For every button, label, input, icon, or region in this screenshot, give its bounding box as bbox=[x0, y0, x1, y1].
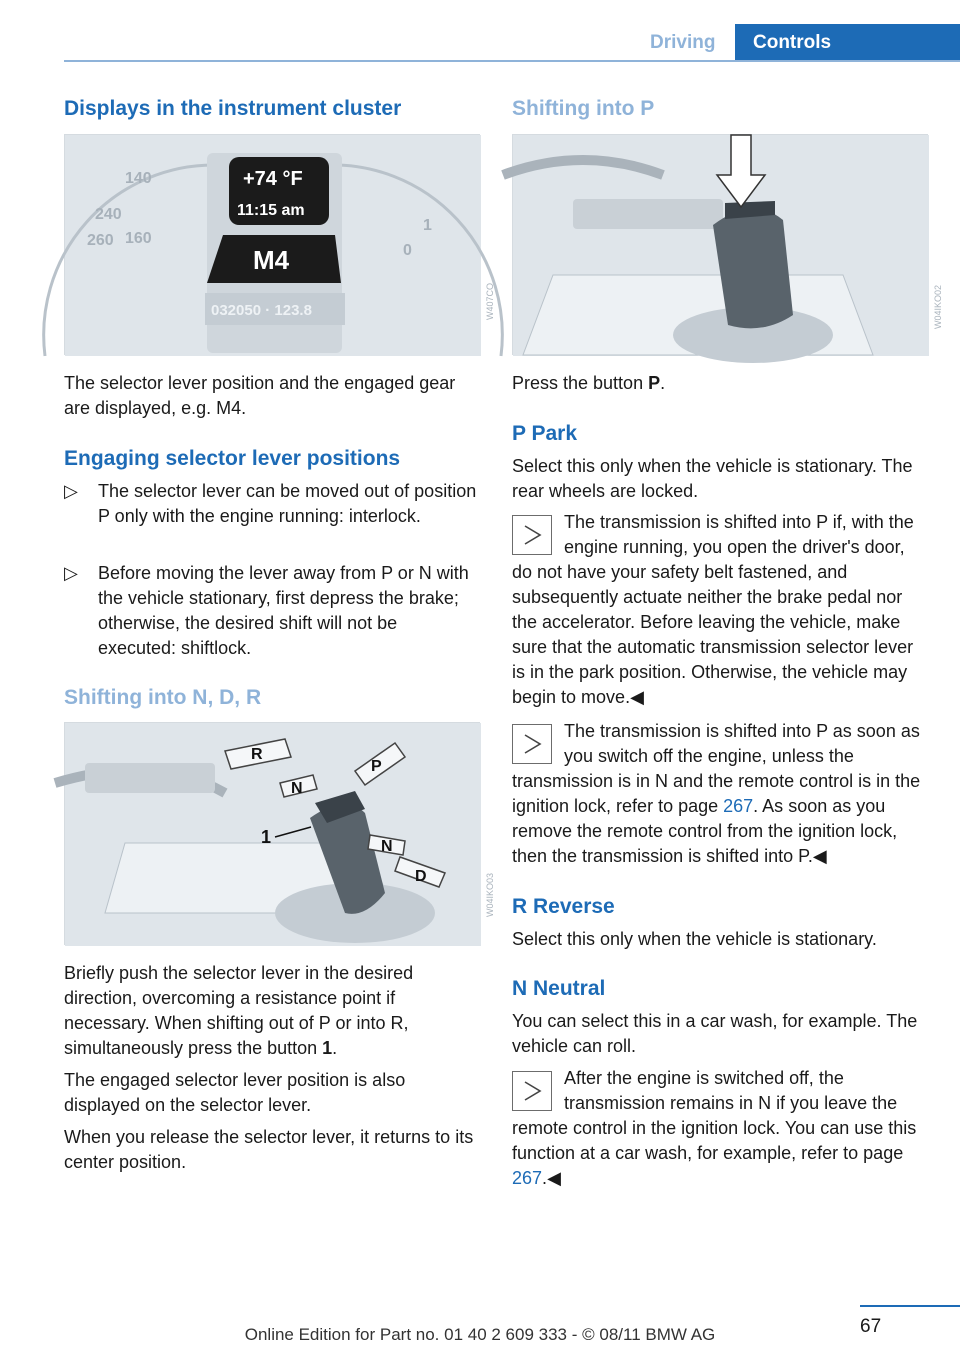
image-code: W04IKO03 bbox=[485, 873, 495, 918]
note-park-auto: The transmission is shifted into P if, with the engine running, you open the driver's door, do not have your safety belt fastened, and subsequently actuate neither the brake pedal nor the accelerator. Before leaving the vehicle, make sure that the automatic transmission selector lever is in the park position. Otherwise, the vehicle may begin to move.◀ bbox=[512, 512, 914, 707]
svg-text:160: 160 bbox=[125, 230, 152, 247]
paragraph-release: When you release the selector lever, it returns to its center position. bbox=[64, 1127, 474, 1172]
paragraph-press: Press the button P. bbox=[512, 373, 666, 393]
heading-shifting-ndr: Shifting into N, D, R bbox=[64, 686, 262, 709]
heading-engaging: Engaging selector lever positions bbox=[64, 447, 401, 470]
note-arrow-icon bbox=[512, 515, 552, 555]
image-code: W407CO bbox=[485, 283, 495, 321]
end-mark: ◀ bbox=[812, 846, 827, 866]
bullet-mark: ▷ bbox=[64, 481, 78, 501]
end-mark: ◀ bbox=[630, 687, 644, 707]
footer-edition: Online Edition for Part no. 01 40 2 609 333 - © 08/11 BMW AG bbox=[244, 1325, 716, 1344]
note-arrow-icon bbox=[512, 724, 552, 764]
page-link[interactable]: 267 bbox=[512, 1168, 543, 1188]
cluster-odometer-text: 032050 · 123.8 bbox=[211, 302, 312, 319]
svg-text:240: 240 bbox=[95, 206, 122, 223]
bullet-text: Before moving the lever away from P or N with the vehicle stationary, first depress the brake; otherwise, the desired shift will not be executed: shiftlock. bbox=[98, 563, 469, 658]
paragraph-reverse: Select this only when the vehicle is stationary. bbox=[512, 929, 877, 949]
svg-text:140: 140 bbox=[125, 170, 152, 187]
page-number-rule bbox=[860, 1305, 960, 1307]
note-engine-off: The transmission is shifted into P as soon as you switch off the engine, unless the transmission is in N and the remote control is in the ignition lock, refer to page 267. As soon as you remove the remote control from the ignition lock, then the transmission is shifted into P.◀ bbox=[512, 721, 921, 866]
image-code: W04IKO02 bbox=[933, 285, 943, 330]
bullet-mark: ▷ bbox=[64, 563, 78, 583]
header-section-label: Driving bbox=[650, 32, 716, 53]
lever-label: N bbox=[381, 838, 393, 855]
heading-neutral: N Neutral bbox=[512, 977, 606, 1000]
selector-lever-ndr-image bbox=[64, 722, 495, 945]
svg-text:0: 0 bbox=[403, 242, 412, 259]
svg-text:1: 1 bbox=[423, 217, 432, 234]
note-neutral: After the engine is switched off, the transmission remains in N if you leave the remote control in the ignition lock. You can use this function at a car wash, for example, refer to page 267.◀ bbox=[512, 1068, 917, 1188]
bullet-shiftlock bbox=[64, 561, 480, 661]
bullet-text: The selector lever can be moved out of position P only with the engine running: interlock. bbox=[98, 481, 477, 526]
page-link[interactable]: 267 bbox=[723, 796, 754, 816]
note-arrow-icon bbox=[512, 1071, 552, 1111]
lever-label: 1 bbox=[261, 827, 272, 847]
header-rule bbox=[64, 60, 960, 62]
paragraph-engaged: The engaged selector lever position is also displayed on the selector lever. bbox=[64, 1070, 406, 1115]
end-mark: ◀ bbox=[547, 1168, 561, 1188]
selector-lever-p-image bbox=[512, 134, 943, 355]
cluster-temp-text: +74 °F bbox=[243, 168, 303, 190]
instrument-cluster-image bbox=[64, 134, 495, 355]
svg-text:260: 260 bbox=[87, 232, 114, 249]
bullet-interlock bbox=[64, 479, 480, 529]
lever-label: N bbox=[291, 780, 303, 797]
lever-label: P bbox=[371, 758, 382, 775]
button-ref: 1 bbox=[322, 1038, 333, 1058]
header-chapter-tab: Controls bbox=[735, 24, 960, 62]
cluster-gear-text: M4 bbox=[253, 245, 290, 275]
heading-reverse: R Reverse bbox=[512, 895, 615, 918]
paragraph-push: Briefly push the selector lever in the desired direction, overcoming a resistance point if necessary. When shifting out of P or into R, simultaneously press the button 1. bbox=[64, 963, 414, 1058]
paragraph-neutral: You can select this in a car wash, for example. The vehicle can roll. bbox=[512, 1011, 918, 1056]
lever-label: R bbox=[251, 746, 263, 763]
paragraph-park: Select this only when the vehicle is stationary. The rear wheels are locked. bbox=[512, 456, 913, 501]
lever-label: D bbox=[415, 868, 427, 885]
heading-park: P Park bbox=[512, 422, 577, 445]
cluster-time-text: 11:15 am bbox=[237, 202, 305, 219]
page-number: 67 bbox=[860, 1316, 882, 1337]
heading-displays: Displays in the instrument cluster bbox=[64, 97, 402, 120]
button-ref: P bbox=[648, 373, 661, 393]
heading-shifting-p: Shifting into P bbox=[512, 97, 655, 120]
paragraph-displays: The selector lever position and the engaged gear are displayed, e.g. M4. bbox=[64, 373, 456, 418]
